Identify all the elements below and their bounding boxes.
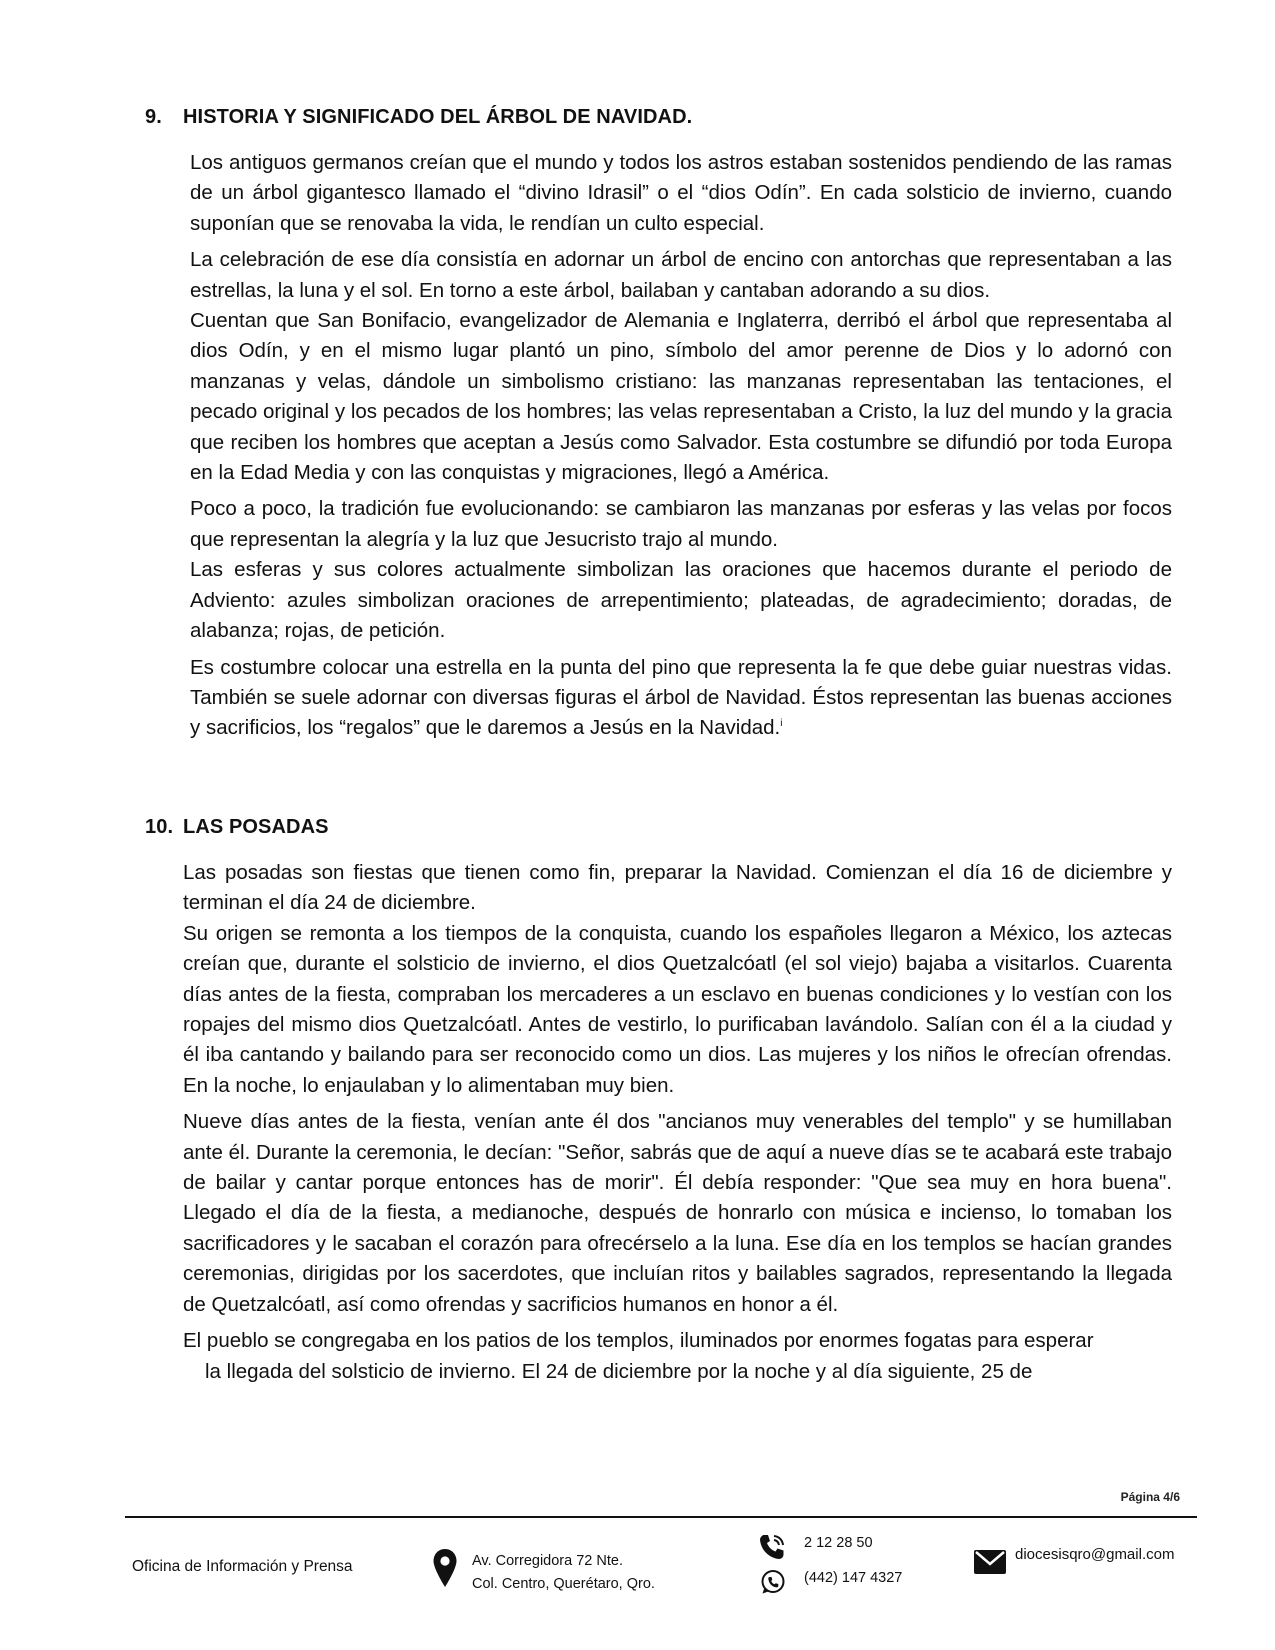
location-pin-icon xyxy=(432,1548,458,1588)
section-9-body xyxy=(190,148,1172,744)
page-number: Página 4/6 xyxy=(1120,1490,1180,1504)
section-10-body xyxy=(183,858,1172,1387)
footer-divider xyxy=(125,1516,1197,1518)
address-line-2: Col. Centro, Querétaro, Qro. xyxy=(472,1576,655,1592)
section-9-number: 9. xyxy=(145,106,162,128)
footer-phone-mobile: (442) 147 4327 xyxy=(804,1570,903,1586)
section-10-title: LAS POSADAS xyxy=(183,816,329,838)
section-10-heading xyxy=(145,816,329,839)
section-10-number: 10. xyxy=(145,816,174,838)
section-9-paragraph-4: Poco a poco, la tradición fue evolucionando: se cambiaron las manzanas por esferas y las velas por focos que representan la alegría y la luz que Jesucristo trajo al mundo. xyxy=(190,497,1172,551)
envelope-icon xyxy=(974,1550,1006,1574)
footer-office-name: Oficina de Información y Prensa xyxy=(132,1558,353,1575)
section-10-paragraph-4-line-2: la llegada del solsticio de invierno. El 24 de diciembre por la noche y al día siguiente, 25 de xyxy=(205,1359,1033,1383)
section-9-title: HISTORIA Y SIGNIFICADO DEL ÁRBOL DE NAVIDAD. xyxy=(183,106,693,128)
section-9-paragraph-2: La celebración de ese día consistía en adornar un árbol de encino con antorchas que representaban a las estrellas, la luna y el sol. En torno a este árbol, bailaban y cantaban adorando a su dios. xyxy=(190,248,1172,302)
section-10-paragraph-1: Las posadas son fiestas que tienen como fin, preparar la Navidad. Comienzan el día 16 de diciembre y terminan el día 24 de diciembre. xyxy=(183,861,1172,915)
section-9-paragraph-5: Las esferas y sus colores actualmente simbolizan las oraciones que hacemos durante el periodo de Adviento: azules simbolizan oraciones de arrepentimiento; plateadas, de agradecimiento; doradas, de alabanza; rojas, de petición. xyxy=(190,558,1172,643)
section-10-paragraph-4-line-1: El pueblo se congregaba en los patios de los templos, iluminados por enormes fogatas para esperar xyxy=(183,1329,1094,1353)
address-line-1: Av. Corregidora 72 Nte. xyxy=(472,1553,623,1569)
footnote-marker: i xyxy=(780,718,783,730)
section-10-paragraph-3: Nueve días antes de la fiesta, venían ante él dos "ancianos muy venerables del templo" y se humillaban ante él. Durante la ceremonia, le decían: "Señor, sabrás que de aquí a nueve días se te acabará este trabajo de bailar y cantar porque entonces has de morir". Él debía responder: "Que sea muy en hora buena". Llegado el día de la fiesta, a medianoche, después de honrarlo con música e incienso, lo tomaban los sacrificadores y le sacaban el corazón para ofrecérselo a la luna. Ese día en los templos se hacían grandes ceremonias, dirigidas por los sacerdotes, que incluían ritos y bailables sagrados, representando la llegada de Quetzalcóatl, así como ofrendas y sacrificios humanos en honor a él. xyxy=(183,1110,1172,1316)
section-9-paragraph-6 xyxy=(190,653,1172,744)
footer-address xyxy=(472,1550,655,1596)
section-9-paragraph-3: Cuentan que San Bonifacio, evangelizador de Alemania e Inglaterra, derribó el árbol que representaba al dios Odín, y en el mismo lugar plantó un pino, símbolo del amor perenne de Dios y lo adornó con manzanas y velas, dándole un simbolismo cristiano: las manzanas representaban las tentaciones, el pecado original y los pecados de los hombres; las velas representaban a Cristo, la luz del mundo y la gracia que reciben los hombres que aceptan a Jesús como Salvador. Esta costumbre se difundió por toda Europa en la Edad Media y con las conquistas y migraciones, llegó a América. xyxy=(190,309,1172,485)
footer-email: diocesisqro@gmail.com xyxy=(1015,1546,1175,1563)
section-9-paragraph-6-text: Es costumbre colocar una estrella en la punta del pino que representa la fe que debe guiar nuestras vidas. También se suele adornar con diversas figuras el árbol de Navidad. Éstos representan las buenas acciones y sacrificios, los “regalos” que le daremos a Jesús en la Navidad. xyxy=(190,655,1172,740)
footer-phone-landline: 2 12 28 50 xyxy=(804,1535,873,1551)
section-10-paragraph-2: Su origen se remonta a los tiempos de la conquista, cuando los españoles llegaron a México, los aztecas creían que, durante el solsticio de invierno, el dios Quetzalcóatl (el sol viejo) bajaba a visitarlos. Cuarenta días antes de la fiesta, compraban los mercaderes a un esclavo en buenas condiciones y lo vestían con los ropajes del mismo dios Quetzalcóatl. Antes de vestirlo, lo purificaban lavándolo. Salían con él a la ciudad y él iba cantando y bailando para ser reconocido como un dios. Las mujeres y los niños le ofrecían ofrendas. En la noche, lo enjaulaban y lo alimentaban muy bien. xyxy=(183,921,1172,1097)
section-9-paragraph-1: Los antiguos germanos creían que el mundo y todos los astros estaban sostenidos pendiendo de las ramas de un árbol gigantesco llamado el “divino Idrasil” o el “dios Odín”. En cada solsticio de invierno, cuando suponían que se renovaba la vida, le rendían un culto especial. xyxy=(190,151,1172,235)
whatsapp-icon xyxy=(760,1569,786,1595)
phone-icon xyxy=(757,1532,787,1562)
section-9-heading xyxy=(145,106,692,129)
